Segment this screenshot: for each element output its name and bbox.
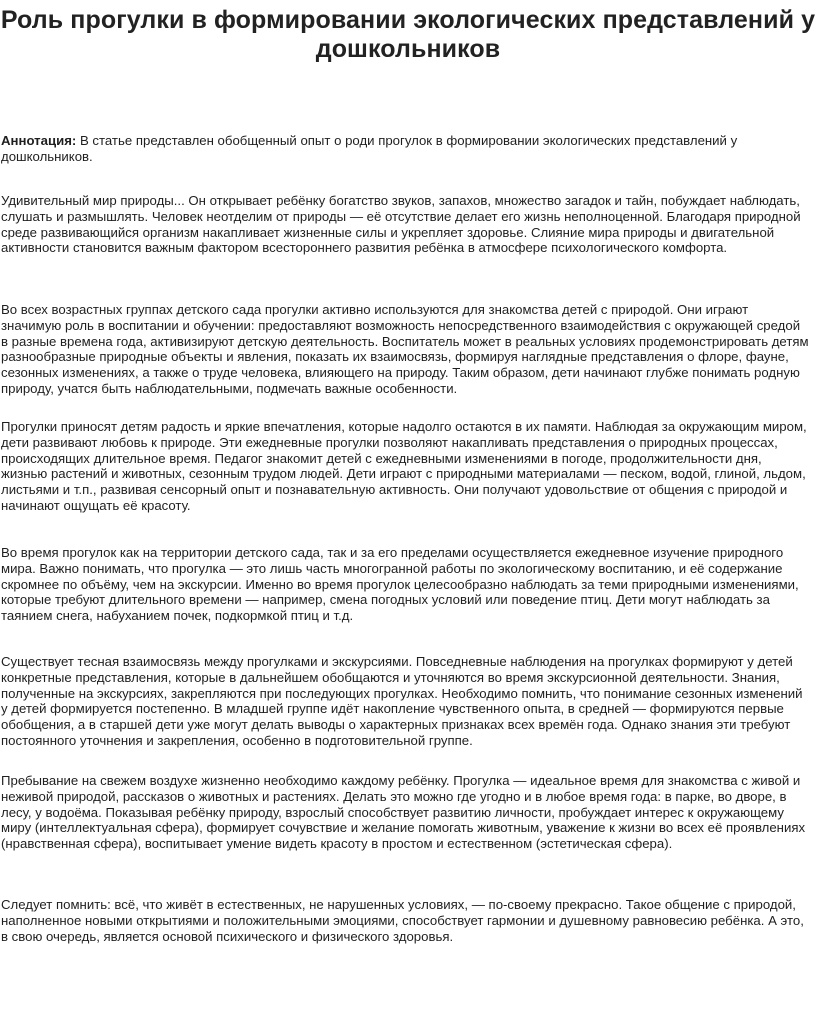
paragraph-fresh-air: Пребывание на свежем воздухе жизненно необходимо каждому ребёнку. Прогулка — идеальное время для знакомства с живой и неживой природой, рассказов о животных и растениях. Делать это можно где угодно и в любое время года: в парке, во дворе, в лесу, у водоёма. Показывая ребёнку природу, взрослый способствует развитию личности, пробуждает интерес к окружающему миру (интеллектуальная сфера), формирует сочувствие и желание помогать животным, уважение к жизни во всех её проявлениях (нравственная сфера), воспитывает умение видеть красоту в простом и естественном (эстетическая сфера). [1, 773, 806, 852]
annotation-text: В статье представлен обобщенный опыт о роди прогулок в формировании экологических представлений у дошкольников. [1, 133, 738, 164]
paragraph-daily-study: Во время прогулок как на территории детского сада, так и за его пределами осуществляется ежедневное изучение природного мира. Важно понимать, что прогулка — это лишь часть многогранной работы по экологическому воспитанию, и её содержание скромнее по объёму, чем на экскурсии. Именно во время прогулок целесообразно наблюдать за теми природными изменениями, которые требуют длительного времени — например, смена погодных условий или поведение птиц. Дети могут наблюдать за таянием снега, набуханием почек, подкормкой птиц и т.д. [1, 545, 799, 624]
paragraph-conclusion: Следует помнить: всё, что живёт в естественных, не нарушенных условиях, — по-своему прекрасно. Такое общение с природой, наполненное новыми открытиями и положительными эмоциями, способствует гармонии и душевному равновесию ребёнка. А это, в свою очередь, является основой психического и физического здоровья. [1, 897, 804, 944]
document-title: Роль прогулки в формировании экологических представлений у дошкольников [0, 6, 816, 63]
annotation-label: Аннотация: [1, 133, 77, 148]
paragraph-kindergarten-walks: Во всех возрастных группах детского сада прогулки активно используются для знакомства детей с природой. Они играют значимую роль в воспитании и обучении: предоставляют возможность непосредственного взаимодействия с окружающей средой в разные времена года, активизируют детскую деятельность. Воспитатель может в реальных условиях продемонстрировать детям разнообразные природные объекты и явления, показать их взаимосвязь, формируя наглядные представления о флоре, фауне, сезонных изменениях, а также о труде человека, влияющего на природу. Таким образом, дети начинают глубже понимать родную природу, учатся быть наблюдательными, подмечать важные особенности. [1, 302, 809, 396]
paragraph-nature-world: Удивительный мир природы... Он открывает ребёнку богатство звуков, запахов, множество загадок и тайн, побуждает наблюдать, слушать и размышлять. Человек неотделим от природы — её отсутствие делает его жизнь неполноценной. Благодаря природной среде развивающийся организм накапливает жизненные силы и укрепляет здоровье. Слияние мира природы и двигательной активности становится важным фактором всестороннего развития ребёнка в атмосфере психологического комфорта. [1, 193, 801, 256]
paragraph-walks-and-excursions: Существует тесная взаимосвязь между прогулками и экскурсиями. Повседневные наблюдения на прогулках формируют у детей конкретные представления, которые в дальнейшем обобщаются и уточняются во время экскурсионной деятельности. Знания, полученные на экскурсиях, закрепляются при последующих прогулках. Необходимо помнить, что понимание сезонных изменений у детей формируется постепенно. В младшей группе идёт накопление чувственного опыта, в средней — формируются первые обобщения, а в старшей дети уже могут делать выводы о характерных признаках всех времён года. Однако знания эти требуют постоянного уточнения и закрепления, особенно в подготовительной группе. [1, 654, 803, 748]
paragraph-walk-impressions: Прогулки приносят детям радость и яркие впечатления, которые надолго остаются в их памяти. Наблюдая за окружающим миром, дети развивают любовь к природе. Эти ежедневные прогулки позволяют накапливать представления о природных процессах, происходящих длительное время. Педагог знакомит детей с ежедневными изменениями в погоде, продолжительности дня, жизнью растений и животных, сезонным трудом людей. Дети играют с природными материалами — песком, водой, глиной, льдом, листьями и т.п., развивая сенсорный опыт и познавательную активность. Они получают удовольствие от общения с природой и начинают ощущать её красоту. [1, 419, 807, 513]
annotation [1, 133, 809, 165]
